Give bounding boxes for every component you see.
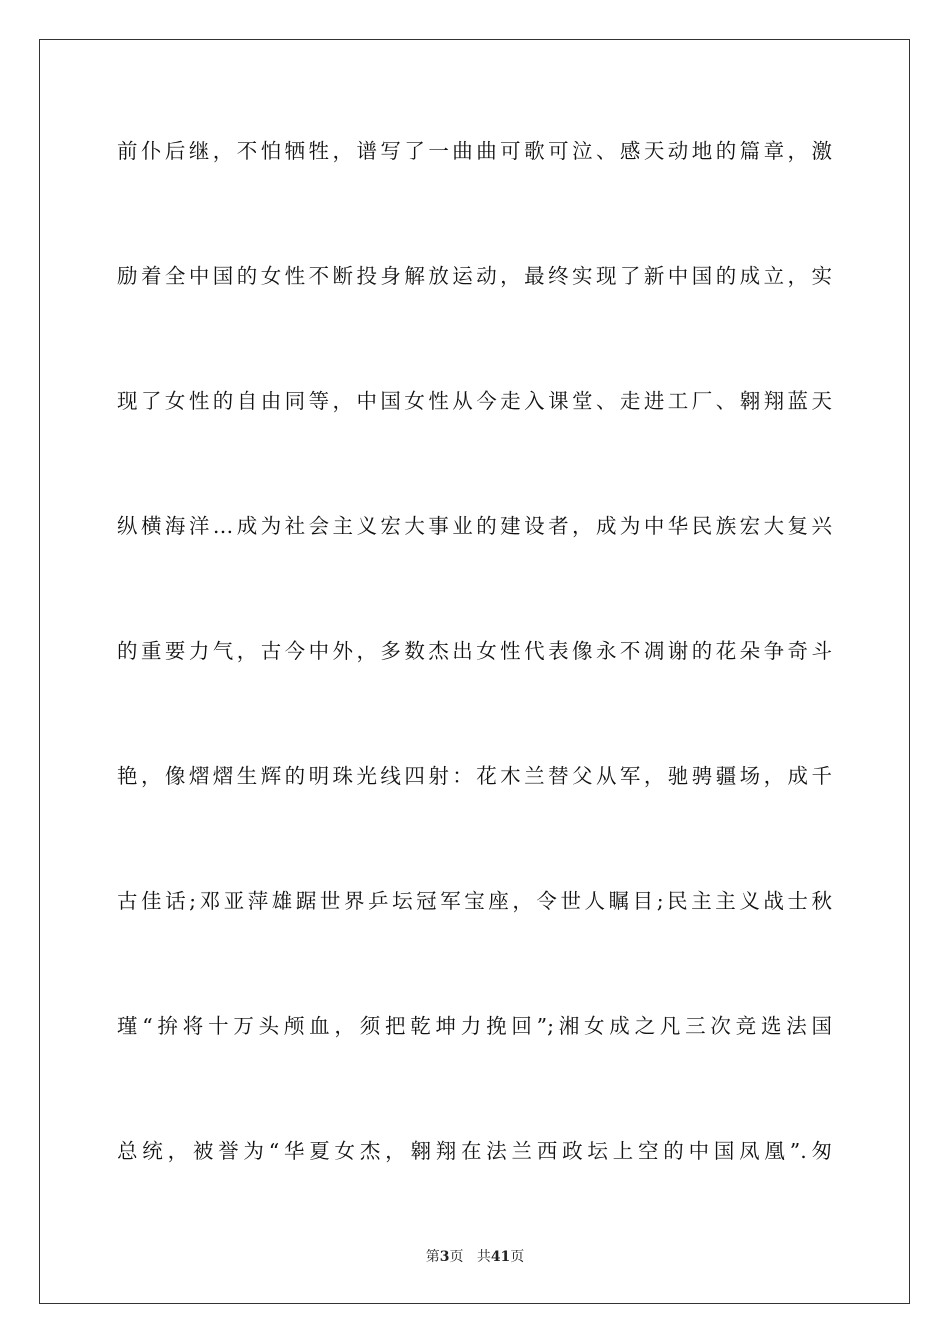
page-suffix: 页 [449,1249,464,1265]
text-line-1: 前仆后继，不怕牺牲，谱写了一曲曲可歌可泣、感天动地的篇章，激 [117,139,832,163]
text-line-6: 艳，像熠熠生辉的明珠光线四射：花木兰替父从军，驰骋疆场，成千 [117,764,832,788]
text-line-9: 总统，被誉为“华夏女杰，翱翔在法兰西政坛上空的中国凤凰”.匆 [117,1139,832,1163]
total-suffix: 页 [510,1249,525,1265]
text-line-3: 现了女性的自由同等，中国女性从今走入课堂、走进工厂、翱翔蓝天 [117,389,832,413]
page-prefix: 第 [425,1249,440,1265]
text-line-4: 纵横海洋…成为社会主义宏大事业的建设者，成为中华民族宏大复兴 [117,514,832,538]
text-line-2: 励着全中国的女性不断投身解放运动，最终实现了新中国的成立，实 [117,264,832,288]
total-prefix: 共 [476,1249,491,1265]
text-line-7: 古佳话;邓亚萍雄踞世界乒坛冠军宝座，令世人瞩目;民主主义战士秋 [117,889,832,913]
document-body [117,128,832,1253]
text-line-8: 瑾“拚将十万头颅血，须把乾坤力挽回”;湘女成之凡三次竞选法国 [117,1014,832,1038]
text-line-5: 的重要力气，古今中外，多数杰出女性代表像永不凋谢的花朵争奇斗 [117,639,832,663]
total-pages: 41 [490,1249,511,1265]
page-number: 3 [439,1249,450,1265]
page-footer [0,1247,950,1267]
